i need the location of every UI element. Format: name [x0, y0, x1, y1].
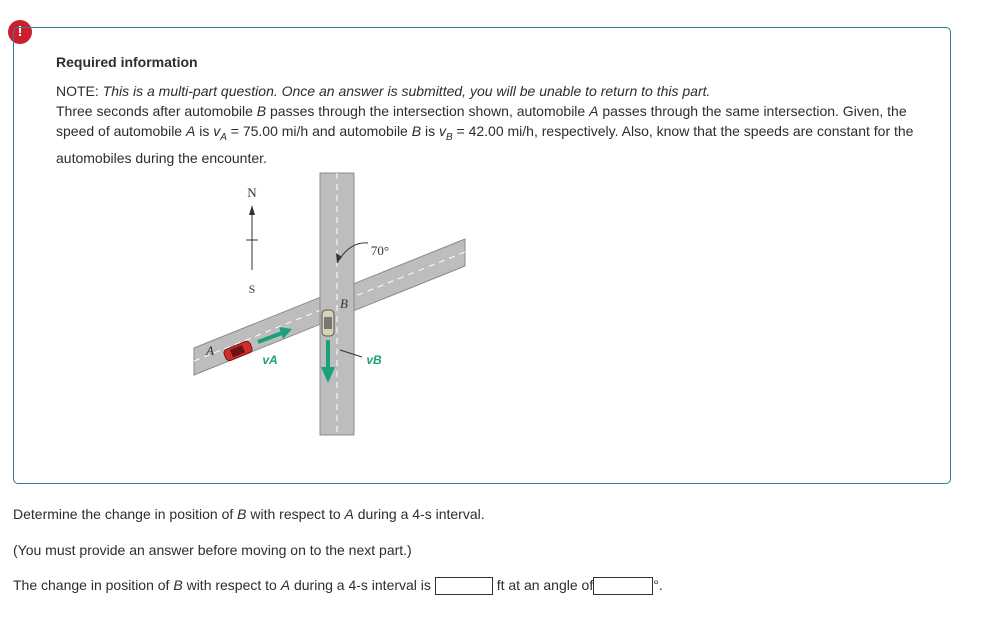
angle-input[interactable] — [593, 577, 653, 595]
question-prompt: Determine the change in position of B with respect to A during a 4-s interval. — [13, 506, 485, 522]
intersection-diagram — [180, 145, 480, 445]
magnitude-input[interactable] — [435, 577, 493, 595]
unit-deg-label: °. — [653, 577, 663, 593]
north-label: N — [247, 185, 257, 200]
unit-ft-label: ft at an angle of — [496, 577, 594, 593]
south-label: S — [248, 282, 256, 296]
info-heading: Required information — [56, 54, 198, 70]
compass-arrow-icon — [249, 205, 255, 215]
required-information-box — [13, 27, 951, 484]
problem-paragraph: Three seconds after automobile B passes through the intersection shown, automobile A passes through the same intersection. Given, the speed of automobile A is $v_A = 75.00$ mi/h and automobile B is $v_B = 42.00$ mi/h, respectively. Also, know that the speeds are constant for the automobiles during the encounter. — [56, 103, 914, 166]
alert-icon: ! — [8, 20, 32, 44]
part-note: (You must provide an answer before moving on to the next part.) — [13, 542, 412, 558]
car-b-label: B — [340, 296, 348, 311]
note-line: NOTE: This is a multi-part question. Once an answer is submitted, you will be unable to return to this part. — [56, 83, 711, 99]
car-a-label: A — [206, 343, 214, 358]
angle-label: 70° — [370, 243, 390, 258]
vb-label: vB — [366, 353, 382, 367]
answer-line: The change in position of B with respect to A during a 4-s interval is ft at an angle of °. — [13, 576, 663, 595]
va-label: vA — [262, 353, 278, 367]
